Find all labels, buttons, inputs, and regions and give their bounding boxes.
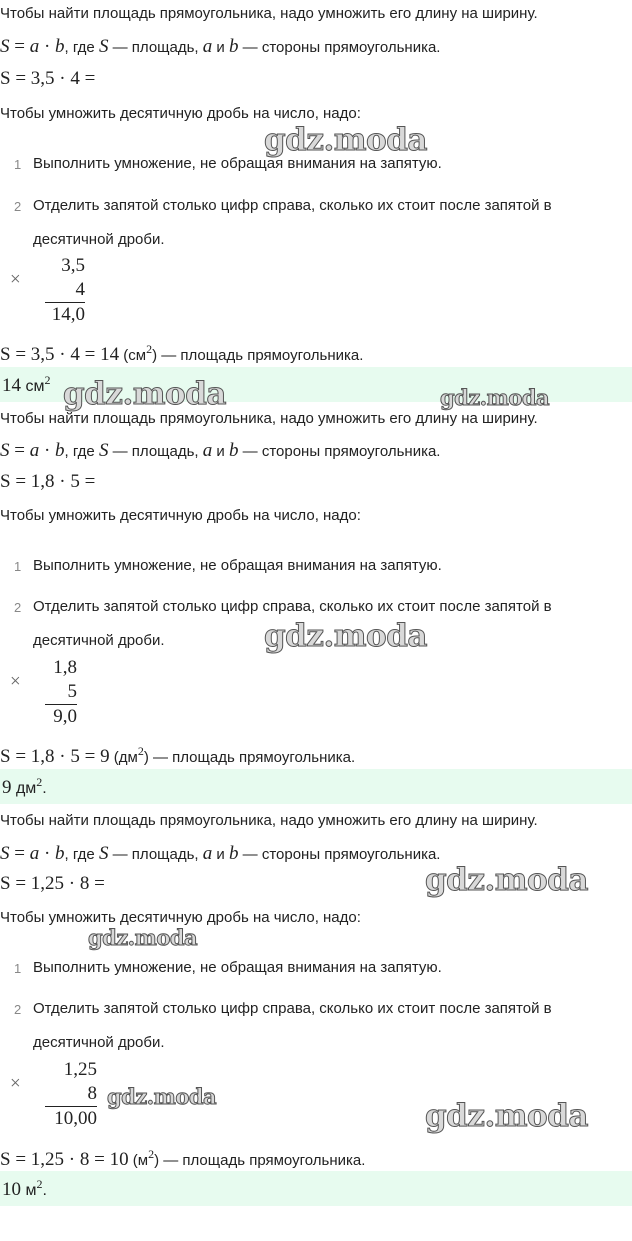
intro-text: Чтобы найти площадь прямоугольника, надо умножить его длину на ширину.: [0, 410, 538, 427]
watermark-logo: gdz.moda: [63, 376, 226, 412]
rule-text: Чтобы умножить десятичную дробь на число, надо:: [0, 105, 361, 122]
step-text-continued: десятичной дроби.: [33, 632, 165, 649]
compute-line: S = 3,5 · 4 =: [0, 68, 96, 89]
step-text: Отделить запятой столько цифр справа, сколько их стоит после запятой в: [33, 197, 552, 214]
watermark-logo: gdz.moda: [264, 618, 427, 654]
result-line: S = 1,8 · 5 = 9 $(дм^2)$ — площадь прямоугольника.: [0, 744, 356, 767]
step-number: 1: [14, 961, 22, 976]
formula-line: S = a · b, где S — площадь, a и b — стороны прямоугольника.: [0, 843, 441, 864]
product: 9,0: [45, 704, 77, 729]
multiply-sign: ×: [10, 671, 21, 692]
rule-text: Чтобы умножить десятичную дробь на число, надо:: [0, 507, 361, 524]
column-multiplication: [45, 1058, 97, 1131]
multiplier: 8: [87, 1083, 97, 1104]
step-text: Выполнить умножение, не обращая внимания на запятую.: [33, 557, 442, 574]
answer-box: [0, 769, 632, 804]
step-text: Выполнить умножение, не обращая внимания на запятую.: [33, 155, 442, 172]
compute-line: S = 1,25 · 8 =: [0, 873, 105, 894]
answer-text: 10 $м^2$.: [2, 1177, 47, 1200]
step-text-continued: десятичной дроби.: [33, 231, 165, 248]
step-text: Отделить запятой столько цифр справа, сколько их стоит после запятой в: [33, 598, 552, 615]
step-number: 2: [14, 199, 22, 214]
multiplier: 4: [75, 279, 85, 300]
product: 10,00: [45, 1106, 97, 1131]
answer-text: 9 $дм^2$.: [2, 775, 47, 798]
multiply-sign: ×: [10, 269, 21, 290]
formula-line: S = a · b, где S — площадь, a и b — стороны прямоугольника.: [0, 36, 441, 57]
watermark-logo: gdz.moda: [425, 862, 588, 898]
watermark-logo: gdz.moda: [425, 1098, 588, 1134]
watermark-logo: gdz.moda: [107, 1084, 217, 1109]
column-multiplication: [45, 656, 77, 729]
result-line: S = 3,5 · 4 = 14 $(см^2)$ — площадь прямоугольника.: [0, 342, 364, 365]
intro-text: Чтобы найти площадь прямоугольника, надо умножить его длину на ширину.: [0, 812, 538, 829]
step-number: 2: [14, 1002, 22, 1017]
multiplier: 5: [67, 681, 77, 702]
answer-text: 14 $см^2$: [2, 373, 51, 396]
multiply-sign: ×: [10, 1073, 21, 1094]
column-multiplication: [45, 254, 85, 327]
watermark-logo: gdz.moda: [88, 925, 198, 950]
step-number: 2: [14, 600, 22, 615]
step-text-continued: десятичной дроби.: [33, 1034, 165, 1051]
multiplicand: 1,8: [53, 657, 77, 678]
answer-box: [0, 1171, 632, 1206]
compute-line: S = 1,8 · 5 =: [0, 471, 96, 492]
multiplicand: 3,5: [61, 255, 85, 276]
step-number: 1: [14, 157, 22, 172]
step-text: Выполнить умножение, не обращая внимания на запятую.: [33, 959, 442, 976]
step-text: Отделить запятой столько цифр справа, сколько их стоит после запятой в: [33, 1000, 552, 1017]
multiplicand: 1,25: [63, 1059, 97, 1080]
product: 14,0: [45, 302, 85, 327]
step-number: 1: [14, 559, 22, 574]
watermark-logo: gdz.moda: [264, 122, 427, 158]
result-line: S = 1,25 · 8 = 10 $(м^2)$ — площадь прямоугольника.: [0, 1147, 366, 1170]
intro-text: Чтобы найти площадь прямоугольника, надо умножить его длину на ширину.: [0, 5, 538, 22]
formula-line: S = a · b, где S — площадь, a и b — стороны прямоугольника.: [0, 440, 441, 461]
watermark-logo: gdz.moda: [440, 385, 550, 410]
rule-text: Чтобы умножить десятичную дробь на число, надо:: [0, 909, 361, 926]
